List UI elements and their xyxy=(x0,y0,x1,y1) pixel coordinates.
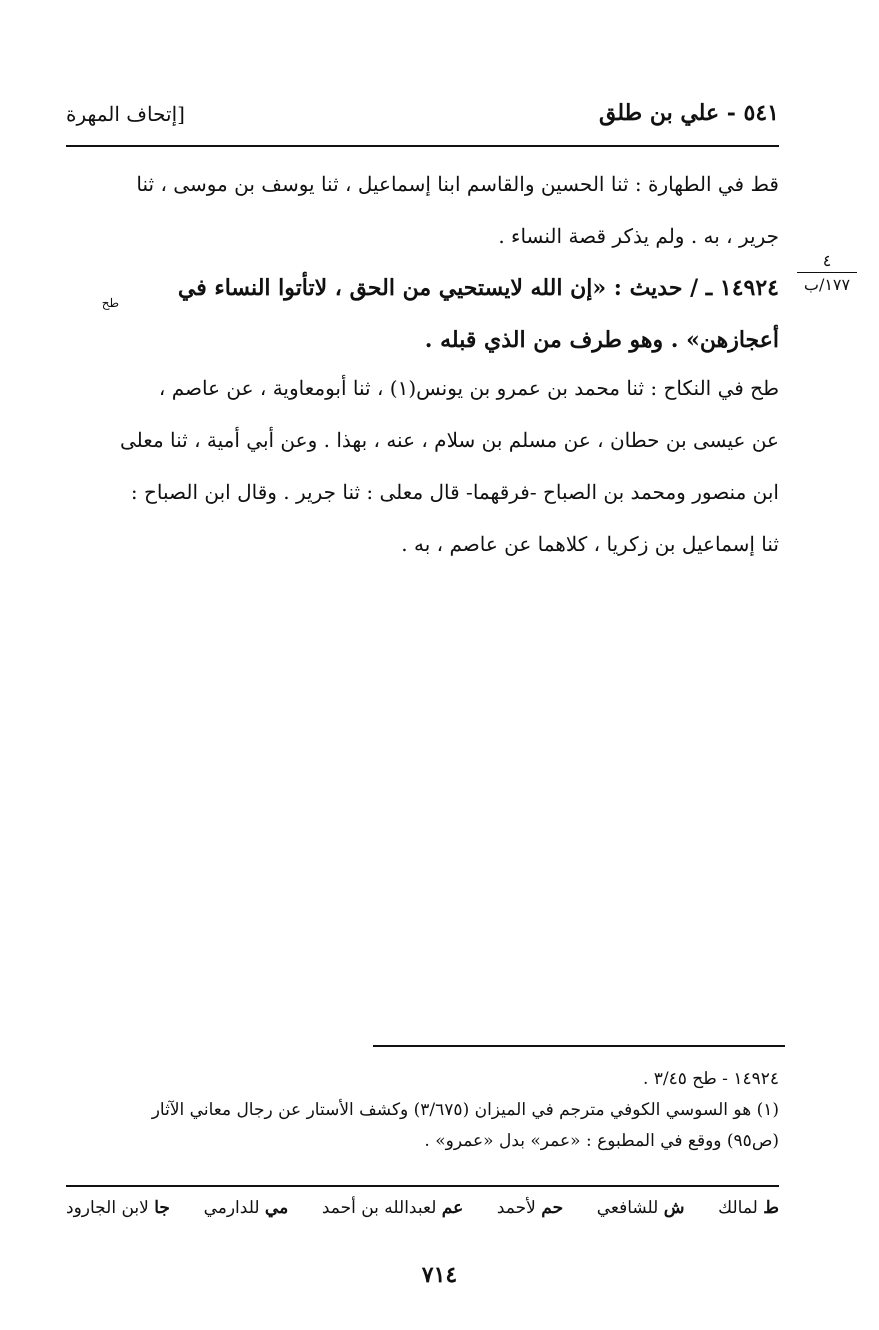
text-line: عن عيسى بن حطان ، عن مسلم بن سلام ، عنه ، بهذا . وعن أبي أمية ، ثنا معلى xyxy=(120,428,779,452)
text-line: قط في الطهارة : ثنا الحسين والقاسم ابنا إسماعيل ، ثنا يوسف بن موسى ، ثنا xyxy=(136,172,779,196)
sigla-item: ط لمالك xyxy=(718,1198,779,1218)
text-line: جرير ، به . ولم يذكر قصة النساء . xyxy=(498,224,779,248)
page-number: ٧١٤ xyxy=(421,1262,458,1288)
margin-reference xyxy=(797,252,857,297)
header-rule xyxy=(66,145,779,147)
sigla-item: حم لأحمد xyxy=(496,1198,564,1218)
paragraph-1 xyxy=(66,158,779,262)
sigla-item: مي للدارمي xyxy=(203,1198,289,1218)
footnote-1: (١) هو السوسي الكوفي مترجم في الميزان (٣/٦٧٥) وكشف الأستار عن رجال معاني الآثار xyxy=(151,1100,779,1120)
sigla-item: عم لعبدالله بن أحمد xyxy=(321,1198,464,1218)
sigla-legend xyxy=(66,1198,779,1218)
footnotes xyxy=(66,1064,779,1157)
hadith-line: أعجازهن» . وهو طرف من الذي قبله . xyxy=(424,327,779,353)
hadith-line: ١٤٩٢٤ ـ / حديث : «إن الله لايستحيي من الحق ، لاتأتوا النساء في xyxy=(177,275,779,301)
margin-reference-bottom: ١٧٧/ب xyxy=(803,275,851,294)
book-title: [إتحاف المهرة xyxy=(66,102,185,126)
margin-reference-top: ٤ xyxy=(797,252,857,273)
sigla-item: ش للشافعي xyxy=(596,1198,685,1218)
sigla-item: جا لابن الجارود xyxy=(66,1198,170,1218)
source-code: طح xyxy=(101,296,119,310)
text-line: طح في النكاح : ثنا محمد بن عمرو بن يونس(١) ، ثنا أبومعاوية ، عن عاصم ، xyxy=(158,376,779,400)
footnote-rule xyxy=(373,1045,785,1047)
text-line: ابن منصور ومحمد بن الصباح -فرقهما- قال معلى : ثنا جرير . وقال ابن الصباح : xyxy=(130,480,779,504)
paragraph-2 xyxy=(66,362,779,570)
footnote-1-continued: (ص٩٥) ووقع في المطبوع : «عمر» بدل «عمرو» . xyxy=(424,1131,779,1151)
text-line: ثنا إسماعيل بن زكريا ، كلاهما عن عاصم ، به . xyxy=(401,532,779,556)
sigla-rule xyxy=(66,1185,779,1187)
footnote-reference: ١٤٩٢٤ - طح ٣/٤٥ . xyxy=(642,1069,779,1089)
chapter-title: ٥٤١ - علي بن طلق xyxy=(599,100,779,126)
hadith-entry xyxy=(66,262,779,366)
